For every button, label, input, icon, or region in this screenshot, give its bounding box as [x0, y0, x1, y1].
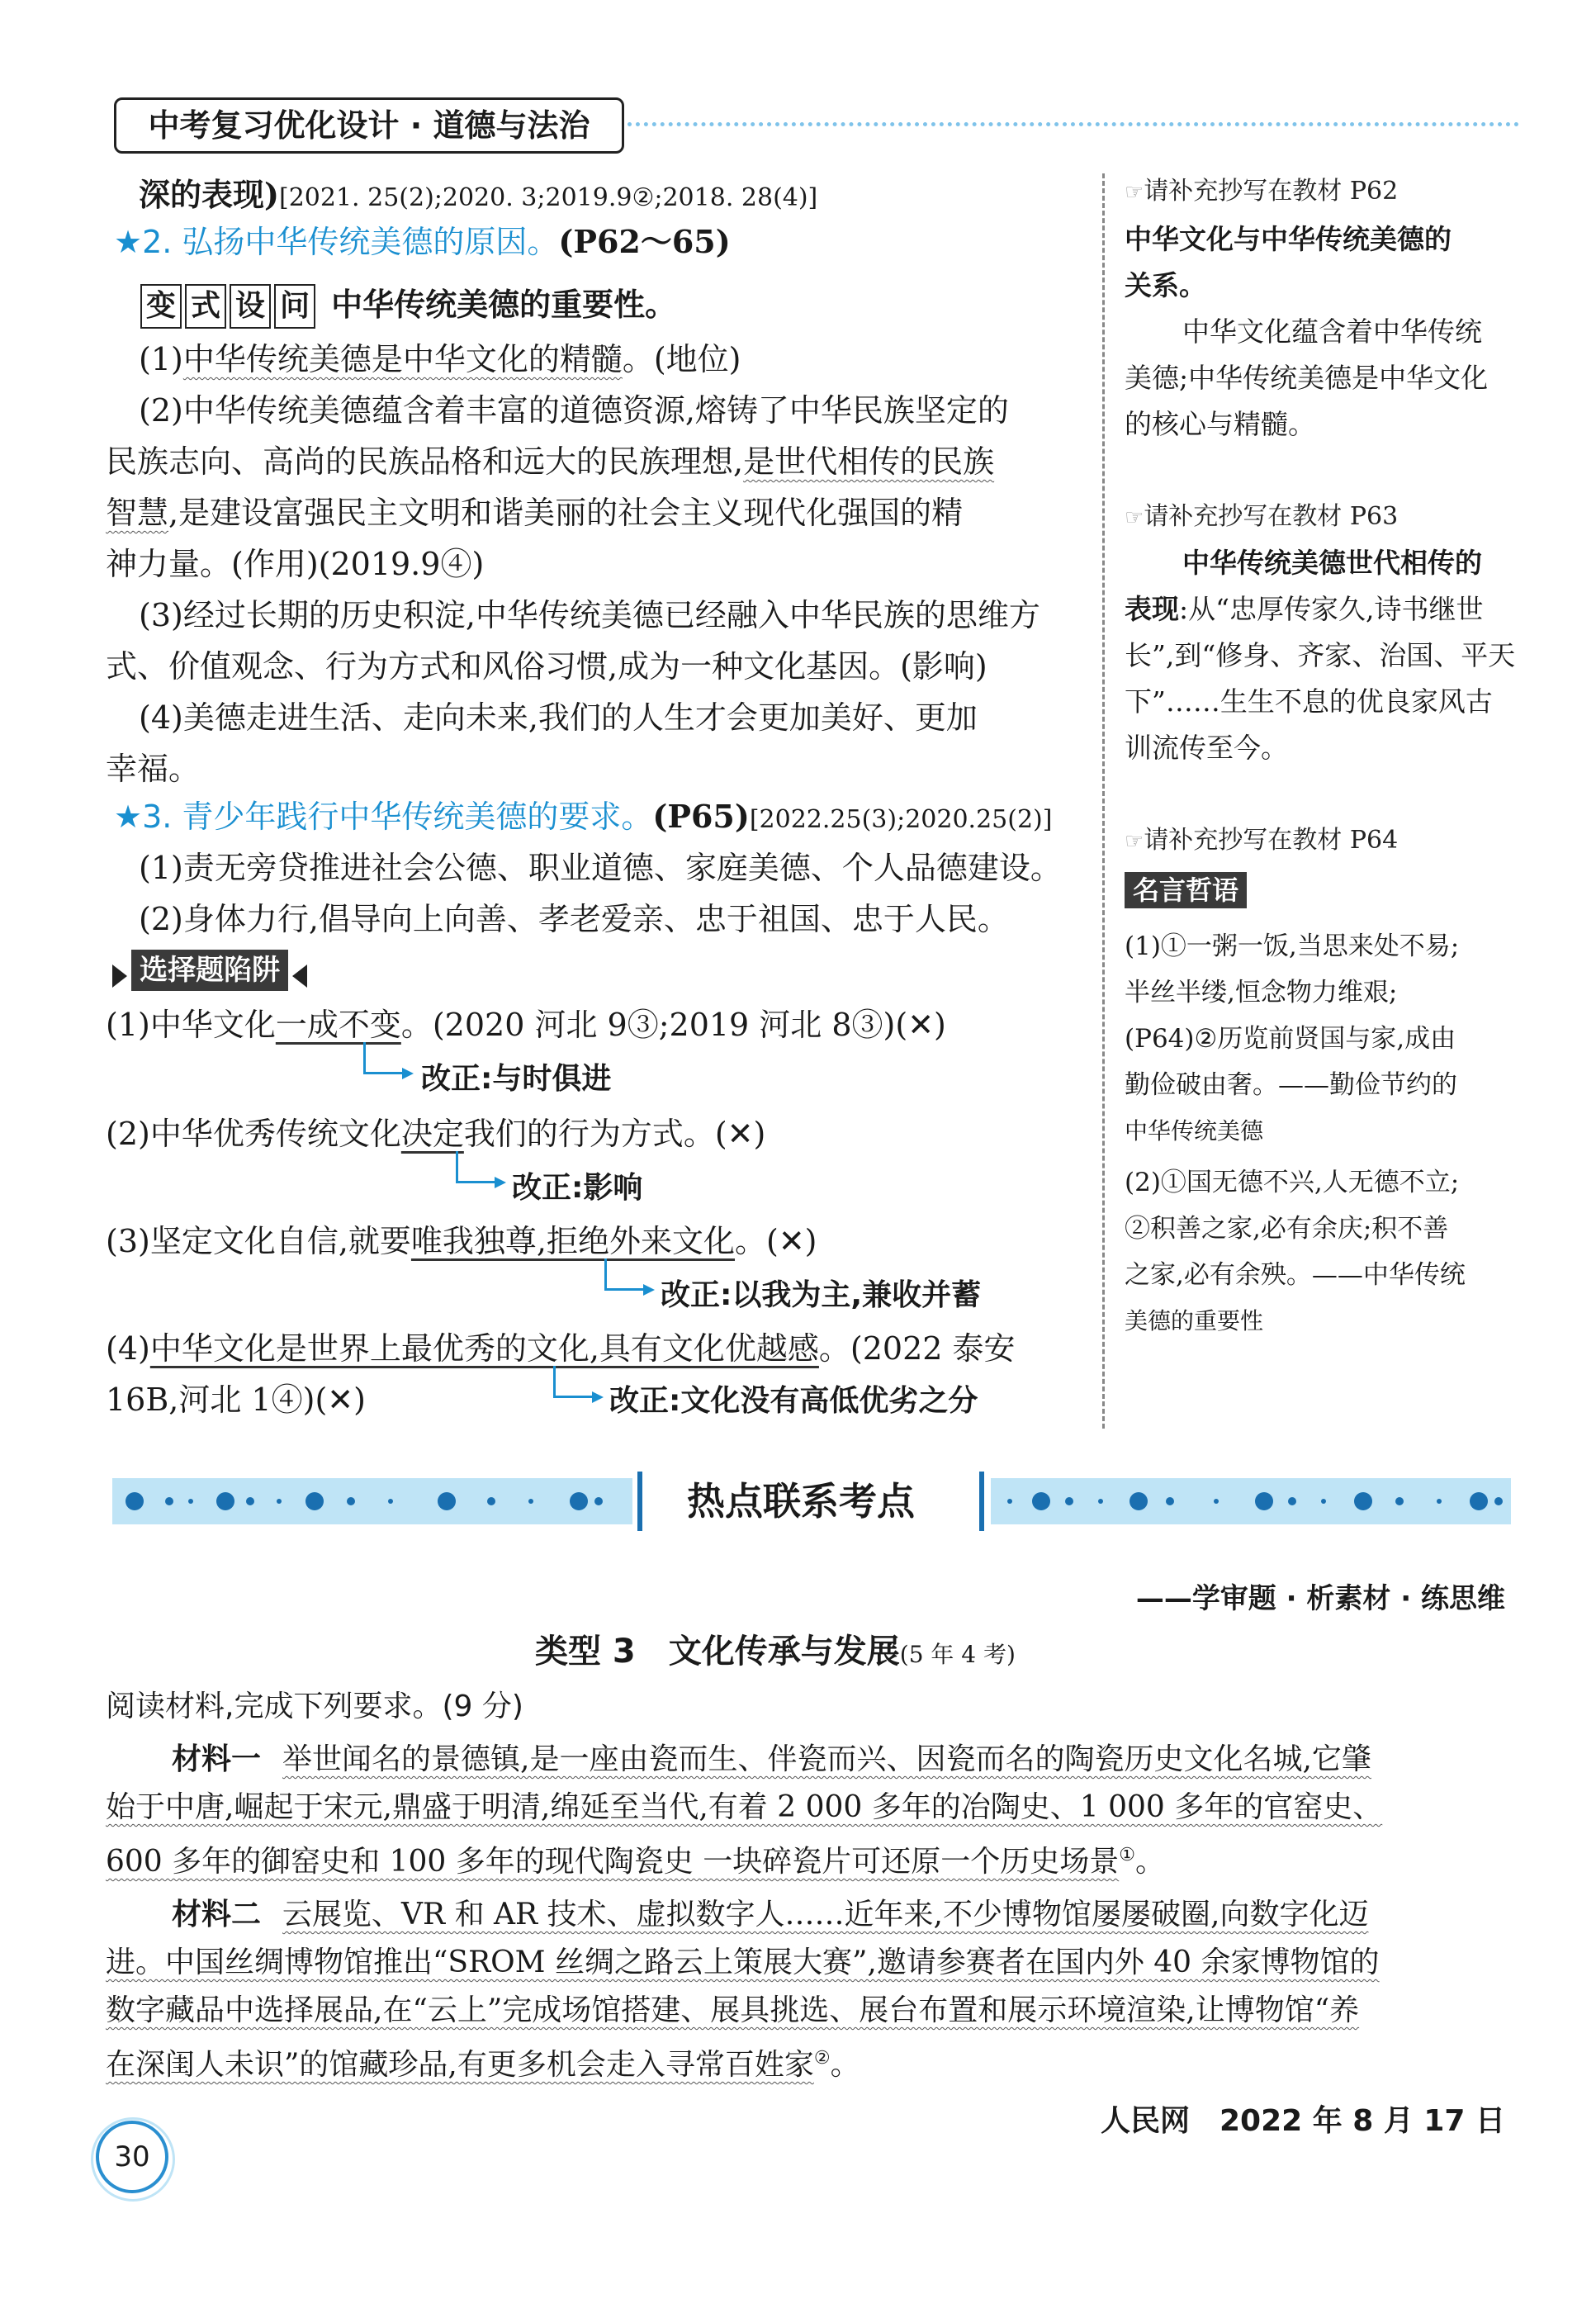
t2a: (2)中华优秀传统文化 [106, 1116, 401, 1152]
note-2-line-3: 长”,到“修身、齐家、治国、平天 [1125, 639, 1516, 671]
correction-arrow-icon [604, 1258, 643, 1291]
source-line: 人民网 2022 年 8 月 17 日 [1100, 2104, 1505, 2138]
section-2-title [114, 216, 731, 268]
variant-char-1: 变 [140, 284, 182, 329]
column-divider [1102, 173, 1105, 1429]
t4c: 。(2022 泰安 [818, 1330, 1016, 1367]
material-1-label: 材料一 [172, 1742, 262, 1776]
variant-char-3: 设 [230, 284, 271, 329]
banner-dot-decoration [1437, 1499, 1442, 1504]
quote-line-5: 中华传统美德 [1125, 1117, 1264, 1145]
m1-l1: 举世闻名的景德镇,是一座由瓷而生、伴瓷而兴、因瓷而名的陶瓷历史文化名城,它肇 [282, 1742, 1371, 1776]
banner-dot-decoration [305, 1492, 324, 1510]
variant-char-2: 式 [185, 284, 226, 329]
n2-l2b: :从“忠厚传家久,诗书继世 [1179, 593, 1484, 625]
trap-1-fix: 改正:与时俱进 [421, 1062, 612, 1096]
banner-dot-decoration [246, 1497, 254, 1505]
note-1-head-text: 请补充抄写在教材 P62 [1144, 177, 1399, 206]
note-2-line-4: 下”……生生不息的优良家风古 [1125, 685, 1493, 718]
banner-dot-decoration [1214, 1499, 1219, 1504]
note-2-head [1125, 500, 1398, 534]
t3a: (3)坚定文化自信,就要 [106, 1223, 411, 1259]
material-2-label: 材料二 [172, 1898, 262, 1931]
material-2-line-1 [172, 1889, 1368, 1941]
trap-2-fix: 改正:影响 [512, 1171, 643, 1205]
m2-l4: 在深闺人未识”的馆藏珍品,有更多机会走入寻常百姓家 [106, 2048, 814, 2082]
note-3-head-text: 请补充抄写在教材 P64 [1144, 826, 1399, 855]
note-1-head [1125, 175, 1398, 209]
m2-sup: ② [813, 2048, 831, 2069]
banner-dot-decoration [1494, 1497, 1503, 1505]
point-4-line-1: (4)美德走进生活、走向未来,我们的人生才会更加美好、更加 [139, 699, 978, 736]
material-1-line-1 [172, 1734, 1371, 1785]
p2-l3b: ,是建设富强民主文明和谐美丽的社会主义现代化强国的精 [168, 495, 964, 531]
note-1-line-1: 中华文化与中华传统美德的 [1125, 223, 1452, 255]
material-1-line-2: 始于中唐,崛起于宋元,鼎盛于明清,绵延至当代,有着 2 000 多年的冶陶史、1 000 多年的官窑史、 [106, 1790, 1383, 1824]
pointing-hand-icon: ☞ [1125, 505, 1144, 530]
n2-l2a: 表现 [1125, 593, 1179, 625]
hot-banner-title: 热点联系考点 [687, 1479, 915, 1524]
point-2-line-2 [106, 436, 994, 487]
correction-arrow-icon [363, 1042, 402, 1074]
banner-bar-left [637, 1472, 642, 1531]
banner-dot-decoration [1470, 1492, 1488, 1510]
note-2-line-1: 中华传统美德世代相传的 [1182, 547, 1482, 579]
banner-dot-decoration [1255, 1492, 1273, 1510]
instruction: 阅读材料,完成下列要求。(9 分) [106, 1690, 523, 1723]
banner-dot-decoration [165, 1497, 173, 1505]
trap-2 [106, 1108, 765, 1159]
banner-dot-decoration [1065, 1497, 1073, 1505]
quote-line-6: (2)①国无德不兴,人无德不立; [1125, 1168, 1460, 1197]
trap-4-line-2: 16B,河北 1④)(✕) [106, 1382, 366, 1418]
note-1-line-4: 美德;中华传统美德是中华文化 [1125, 362, 1489, 394]
m1-sup: ① [1119, 1845, 1135, 1865]
banner-dot-decoration [570, 1492, 588, 1510]
trap-header [112, 950, 307, 991]
quote-line-7: ②积善之家,必有余庆;积不善 [1125, 1214, 1449, 1244]
header-dotted-rule [628, 122, 1519, 126]
banner-dot-decoration [1288, 1497, 1296, 1505]
page-number: 30 [96, 2121, 168, 2193]
motto: ——学审题 · 析素材 · 练思维 [1135, 1582, 1505, 1615]
t1c: 。(2020 河北 9③;2019 河北 8③)(✕) [400, 1007, 946, 1043]
line0-ref: [2021. 25(2);2020. 3;2019.9②;2018. 28(4)] [278, 183, 818, 212]
note-1-line-2: 关系。 [1125, 269, 1206, 301]
point-1 [139, 334, 741, 385]
requirement-2: (2)身体力行,倡导向上向善、孝老爱亲、忠于祖国、忠于人民。 [139, 901, 1009, 937]
p1-key: 中华传统美德是中华文化的精髓 [182, 341, 623, 377]
quote-tag-text: 名言哲语 [1125, 872, 1247, 908]
m2-end: 。 [830, 2048, 860, 2082]
material-2-line-3: 数字藏品中选择展品,在“云上”完成场馆搭建、展具挑选、展台布置和展示环境渲染,让博物馆“养 [106, 1993, 1360, 2027]
type-title-text: 类型 3 文化传承与发展 [535, 1633, 900, 1671]
material-2-line-4 [106, 2033, 860, 2091]
point-3-line-1: (3)经过长期的历史积淀,中华传统美德已经融入中华民族的思维方 [139, 597, 1040, 633]
t2b: 决定 [400, 1116, 464, 1152]
t4a: (4) [106, 1330, 150, 1367]
requirement-1: (1)责无旁贷推进社会公德、职业道德、家庭美德、个人品德建设。 [139, 850, 1062, 886]
quote-line-2: 半丝半缕,恒念物力维艰; [1125, 978, 1398, 1007]
banner-dot-decoration [347, 1497, 355, 1505]
t3b: 唯我独尊,拒绝外来文化 [410, 1223, 736, 1259]
correction-arrow-icon [553, 1366, 592, 1398]
variant-question [140, 279, 676, 329]
t1b: 一成不变 [275, 1007, 401, 1043]
point-2-line-3 [106, 487, 963, 538]
material-2-line-2: 进。中国丝绸博物馆推出“SROM 丝绸之路云上策展大赛”,邀请参赛者在国内外 40 余家博物馆的 [106, 1946, 1380, 1979]
quote-line-3: (P64)②历览前贤国与家,成由 [1125, 1024, 1456, 1054]
note-2-head-text: 请补充抄写在教材 P63 [1144, 502, 1399, 531]
banner-dot-decoration [1166, 1497, 1174, 1505]
banner-dot-decoration [528, 1499, 533, 1504]
banner-dot-decoration [188, 1499, 193, 1504]
material-1-line-3 [106, 1830, 1165, 1888]
t2c: 我们的行为方式。(✕) [463, 1116, 766, 1152]
note-1-line-3: 中华文化蕴含着中华传统 [1182, 315, 1482, 348]
trap-3 [106, 1216, 817, 1267]
note-3-head [1125, 824, 1398, 858]
triangle-left-icon [292, 965, 307, 988]
line0-text: 深的表现) [139, 176, 279, 213]
quote-line-8: 之家,必有余殃。——中华传统 [1125, 1260, 1466, 1290]
p2-l2a: 民族志向、高尚的民族品格和远大的民族理想, [106, 443, 744, 480]
variant-char-4: 问 [274, 284, 315, 329]
banner-dot-decoration [1007, 1499, 1012, 1504]
point-2-line-1: (2)中华传统美德蕴含着丰富的道德资源,熔铸了中华民族坚定的 [139, 392, 1009, 429]
note-2-line-5: 训流传至今。 [1125, 732, 1288, 764]
point-4-line-2: 幸福。 [106, 751, 201, 787]
trap-1 [106, 999, 946, 1050]
triangle-right-icon [112, 965, 127, 988]
type-note: (5 年 4 考) [899, 1641, 1016, 1668]
point-3-line-2: 式、价值观念、行为方式和风俗习惯,成为一种文化基因。(影响) [106, 648, 987, 685]
section-3-title [114, 791, 1052, 846]
p2-l3a: 智慧 [106, 495, 169, 531]
t3c: 。(✕) [735, 1223, 817, 1259]
p1-tail: 。(地位) [622, 341, 741, 377]
sec3-ref: [2022.25(3);2020.25(2)] [749, 805, 1053, 834]
t1a: (1)中华文化 [106, 1007, 276, 1043]
sec3-pages: (P65) [652, 798, 750, 835]
banner-dot-decoration [126, 1492, 144, 1510]
quote-line-9: 美德的重要性 [1125, 1307, 1264, 1334]
trap-label: 选择题陷阱 [131, 950, 288, 991]
banner-dot-decoration [594, 1497, 603, 1505]
banner-bar-right [979, 1472, 984, 1531]
p2-l2b: 是世代相传的民族 [743, 443, 995, 480]
sec3-title-text: ★3. 青少年践行中华传统美德的要求。 [114, 799, 653, 835]
trap-3-fix: 改正:以我为主,兼收并蓄 [661, 1278, 982, 1312]
pointing-hand-icon: ☞ [1125, 180, 1144, 205]
banner-dot-decoration [216, 1492, 234, 1510]
banner-dot-decoration [1098, 1499, 1103, 1504]
sec2-pages: (P62～65) [558, 223, 731, 260]
trap-4-fix: 改正:文化没有高低优劣之分 [609, 1384, 978, 1418]
banner-dot-decoration [1032, 1492, 1050, 1510]
note-1-line-5: 的核心与精髓。 [1125, 408, 1315, 440]
m1-end: 。 [1134, 1845, 1165, 1879]
t4b: 中华文化是世界上最优秀的文化,具有文化优越感 [149, 1330, 819, 1367]
p1-num: (1) [139, 341, 183, 377]
quote-line-1: (1)①一粥一饭,当思来处不易; [1125, 931, 1460, 961]
banner-dot-decoration [1354, 1492, 1372, 1510]
banner-dot-decoration [1395, 1497, 1404, 1505]
variant-text: 中华传统美德的重要性。 [331, 287, 677, 323]
banner-dot-decoration [438, 1492, 456, 1510]
book-title: 中考复习优化设计 · 道德与法治 [114, 97, 624, 154]
banner-dot-decoration [277, 1499, 282, 1504]
m1-l3: 600 多年的御窑史和 100 多年的现代陶瓷史 一块碎瓷片可还原一个历史场景 [106, 1845, 1120, 1879]
point-2-line-4: 神力量。(作用)(2019.9④) [106, 546, 485, 582]
banner-dot-decoration [388, 1499, 393, 1504]
banner-dot-decoration [487, 1497, 495, 1505]
type-title [535, 1625, 1016, 1672]
correction-arrow-icon [456, 1151, 495, 1183]
quote-tag [1125, 872, 1247, 908]
quote-line-4: 勤俭破由奢。——勤俭节约的 [1125, 1070, 1457, 1100]
note-2-line-2 [1125, 586, 1483, 633]
banner-dot-decoration [1130, 1492, 1148, 1510]
m2-l1: 云展览、VR 和 AR 技术、虚拟数字人……近年来,不少博物馆屡屡破圈,向数字化迈 [282, 1898, 1369, 1931]
sec2-title-text: ★2. 弘扬中华传统美德的原因。 [114, 224, 559, 260]
pointing-hand-icon: ☞ [1125, 829, 1144, 854]
banner-dot-decoration [1321, 1499, 1326, 1504]
